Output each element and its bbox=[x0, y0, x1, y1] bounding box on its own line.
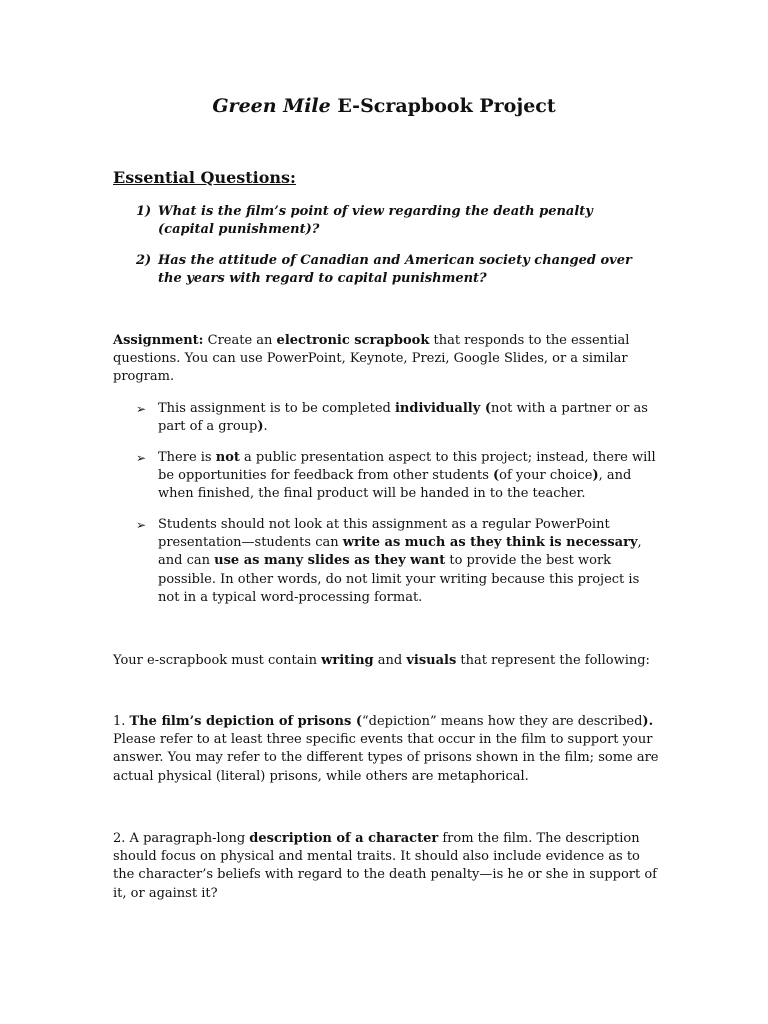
item-number: 2. bbox=[113, 831, 130, 846]
assignment-text: Create an bbox=[203, 333, 277, 348]
question-2 bbox=[136, 252, 636, 288]
question-text: Has the attitude of Canadian and American society changed over the years with regard to capital punishment? bbox=[158, 253, 632, 286]
bullet-1 bbox=[136, 400, 662, 436]
item-number: 1. bbox=[113, 714, 130, 729]
title-rest: E-Scrapbook Project bbox=[330, 95, 556, 117]
contain-paragraph: Your e-scrapbook must contain writing and visuals that represent the following: bbox=[113, 653, 650, 668]
bullet-2 bbox=[136, 449, 662, 504]
question-number: 1) bbox=[136, 204, 152, 219]
arrow-bullet-icon: ➢ bbox=[136, 402, 147, 416]
bullet-text: This assignment is to be completed individually (not with a partner or as part of a group). bbox=[158, 401, 648, 435]
question-text: What is the film’s point of view regarding the death penalty (capital punishment)? bbox=[158, 204, 593, 237]
page-title bbox=[0, 94, 768, 118]
bullet-text: There is not a public presentation aspect to this project; instead, there will be opportunities for feedback from other students (of your choice), and when finished, the final product will be handed in to the teacher. bbox=[158, 450, 656, 502]
requirement-2: 2. A paragraph-long description of a character from the film. The description should focus on physical and mental traits. It should also include evidence as to the character’s beliefs with regard to the death penalty—is he or she in support of it, or against it? bbox=[113, 831, 657, 901]
title-film-name: Green Mile bbox=[212, 95, 331, 117]
arrow-bullet-icon: ➢ bbox=[136, 451, 147, 465]
assignment-text: that responds to the essential questions. You can use PowerPoint, Keynote, Prezi, Google Slides, or a similar program. bbox=[113, 333, 630, 385]
assignment-paragraph bbox=[113, 332, 661, 387]
bullet-3 bbox=[136, 516, 662, 607]
assignment-emphasis: electronic scrapbook bbox=[276, 333, 430, 348]
essential-questions-heading: Essential Questions: bbox=[113, 168, 296, 187]
arrow-bullet-icon: ➢ bbox=[136, 518, 147, 532]
requirement-1: 1. The film’s depiction of prisons (“depiction” means how they are described). Please refer to at least three specific events that occur in the film to support your answer. You may refer to the different types of prisons shown in the film; some are actual physical (literal) prisons, while others are metaphorical. bbox=[113, 714, 659, 784]
question-number: 2) bbox=[136, 253, 152, 268]
assignment-label: Assignment: bbox=[113, 333, 204, 348]
question-1 bbox=[136, 203, 636, 239]
bullet-text: Students should not look at this assignment as a regular PowerPoint presentation—students can write as much as they think is necessary, and can use as many slides as they want to provide the best work possible. In other words, do not limit your writing because this project is not in a typical word-processing format. bbox=[158, 517, 642, 605]
